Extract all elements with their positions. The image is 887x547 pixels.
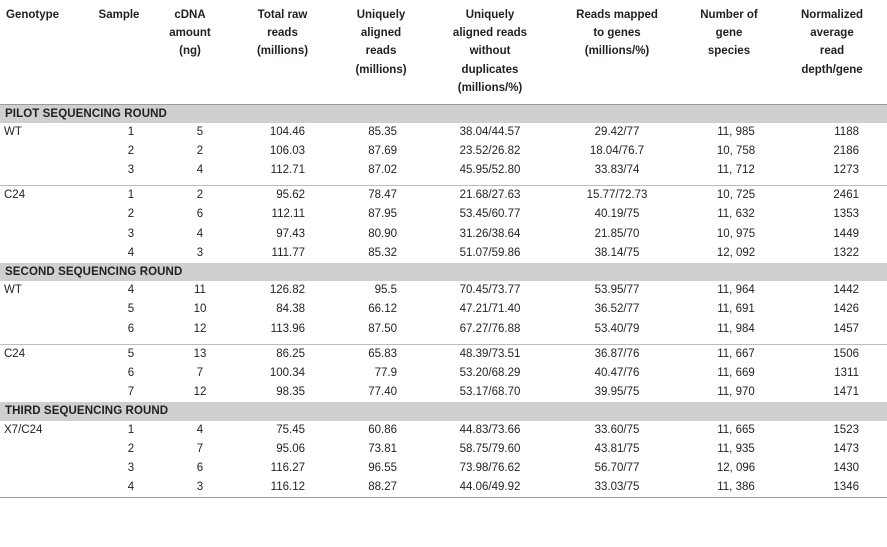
cell-sample: 2: [127, 145, 135, 158]
header-line: average: [810, 27, 854, 40]
cell-sample: 2: [127, 442, 135, 455]
cell-reads-mapped-to-genes: 36.87/76: [553, 344, 681, 364]
cell-genotype: C24: [0, 344, 88, 364]
cell-gene-species: 12, 092: [716, 246, 756, 259]
cell-reads-mapped-to-genes: 36.52/77: [594, 303, 640, 316]
cell-gene-species: 11, 984: [717, 322, 755, 335]
cell-normalized-read-depth: 2186: [833, 145, 859, 158]
header-line: (millions/%): [584, 45, 650, 58]
cell-sample: 5: [88, 344, 150, 364]
table-body: [0, 104, 887, 497]
cell-reads-mapped-to-genes: 15.77/72.73: [553, 186, 681, 206]
cell-sample: 7: [127, 385, 135, 398]
header-line: reads: [365, 45, 397, 58]
cell-uniquely-aligned-reads: 85.32: [368, 246, 397, 259]
cell-genotype: [0, 300, 88, 319]
cell-normalized-read-depth: 1523: [833, 423, 859, 436]
cell-total-raw-reads: 111.77: [271, 246, 305, 259]
table-row: [0, 344, 887, 364]
header-line: (millions): [256, 45, 309, 58]
cell-reads-mapped-to-genes: 33.83/74: [594, 164, 640, 177]
cell-aligned-without-duplicates: 58.75/79.60: [459, 442, 521, 455]
cell-total-raw-reads: 97.43: [276, 227, 305, 240]
section-title: THIRD SEQUENCING ROUND: [0, 402, 887, 421]
cell-aligned-without-duplicates: 53.20/68.29: [459, 366, 521, 379]
table-row: [0, 320, 887, 339]
cell-sample: 3: [127, 227, 135, 240]
cell-normalized-read-depth: 2461: [777, 186, 887, 206]
cell-uniquely-aligned-reads: 88.27: [335, 478, 427, 498]
header-line: Number of: [700, 9, 758, 21]
cell-normalized-read-depth: 1442: [833, 284, 859, 297]
cell-reads-mapped-to-genes: 39.95/75: [594, 385, 640, 398]
header-line: depth/gene: [801, 63, 863, 76]
cell-gene-species: 12, 096: [716, 461, 756, 474]
table-row: [0, 205, 887, 224]
cell-cdna-amount: 11: [194, 284, 206, 297]
cell-aligned-without-duplicates: 47.21/71.40: [459, 303, 521, 316]
header-line: Normalized: [801, 9, 863, 21]
cell-sample: 1: [127, 126, 135, 139]
cell-normalized-read-depth: 1273: [833, 164, 859, 177]
col-header-uniquely-aligned-reads: [335, 0, 427, 104]
cell-cdna-amount: 7: [196, 366, 204, 379]
cell-uniquely-aligned-reads: 87.95: [368, 208, 397, 221]
cell-total-raw-reads: 86.25: [230, 344, 335, 364]
cell-gene-species: 11, 691: [717, 303, 755, 316]
header-line: Reads mapped: [576, 9, 658, 21]
cell-reads-mapped-to-genes: 18.04/76.7: [589, 145, 645, 158]
cell-sample: 1: [127, 423, 135, 436]
cell-normalized-read-depth: 1353: [833, 208, 859, 221]
cell-gene-species: 10, 725: [681, 186, 777, 206]
cell-cdna-amount: 5: [196, 126, 204, 139]
cell-uniquely-aligned-reads: 87.50: [368, 322, 397, 335]
cell-genotype: [0, 440, 88, 459]
cell-aligned-without-duplicates: 67.27/76.88: [459, 322, 521, 335]
table-row: [0, 383, 887, 402]
cell-gene-species: 11, 667: [681, 344, 777, 364]
cell-gene-species: 11, 964: [717, 284, 755, 297]
cell-aligned-without-duplicates: 44.06/49.92: [427, 478, 553, 498]
cell-aligned-without-duplicates: 44.83/73.66: [459, 423, 521, 436]
cell-genotype: [0, 225, 88, 244]
cell-reads-mapped-to-genes: 21.85/70: [594, 227, 640, 240]
cell-genotype: WT: [4, 126, 22, 139]
cell-genotype: [0, 364, 88, 383]
header-line: duplicates: [461, 63, 519, 76]
table-row: [0, 161, 887, 180]
cell-normalized-read-depth: 1449: [833, 227, 859, 240]
section-header-row: [0, 104, 887, 123]
cell-aligned-without-duplicates: 51.07/59.86: [459, 246, 521, 259]
cell-normalized-read-depth: 1426: [833, 303, 859, 316]
table-row: [0, 440, 887, 459]
header-line: without: [469, 45, 511, 58]
header-line: reads: [267, 27, 298, 40]
col-header-reads-mapped-to-genes: [553, 0, 681, 104]
col-header-gene-species: [681, 0, 777, 104]
cell-gene-species: 10, 758: [716, 145, 756, 158]
cell-normalized-read-depth: 1311: [834, 366, 859, 379]
cell-total-raw-reads: 116.27: [270, 461, 305, 474]
cell-cdna-amount: 6: [196, 208, 204, 221]
cell-uniquely-aligned-reads: 78.47: [335, 186, 427, 206]
cell-genotype: [0, 459, 88, 478]
cell-total-raw-reads: 112.11: [271, 208, 305, 221]
cell-sample: 4: [127, 246, 135, 259]
cell-uniquely-aligned-reads: 85.35: [368, 126, 397, 139]
cell-cdna-amount: 2: [150, 186, 230, 206]
header-line: read: [819, 45, 845, 58]
table-row: [0, 478, 887, 498]
cell-uniquely-aligned-reads: 95.5: [374, 284, 397, 297]
header-line: aligned reads: [452, 27, 528, 40]
table-row: [0, 186, 887, 206]
cell-aligned-without-duplicates: 38.04/44.57: [459, 126, 521, 139]
cell-total-raw-reads: 116.12: [230, 478, 335, 498]
table-row: [0, 421, 887, 440]
header-line: to genes: [593, 27, 641, 40]
cell-cdna-amount: 7: [196, 442, 204, 455]
cell-reads-mapped-to-genes: 33.60/75: [594, 423, 640, 436]
cell-aligned-without-duplicates: 21.68/27.63: [427, 186, 553, 206]
cell-total-raw-reads: 84.38: [276, 303, 305, 316]
header-line: amount: [169, 27, 211, 40]
cell-reads-mapped-to-genes: 40.19/75: [594, 208, 640, 221]
cell-reads-mapped-to-genes: 33.03/75: [553, 478, 681, 498]
cell-reads-mapped-to-genes: 43.81/75: [594, 442, 640, 455]
cell-aligned-without-duplicates: 73.98/76.62: [459, 461, 521, 474]
cell-gene-species: 11, 935: [717, 442, 755, 455]
section-header-row: [0, 263, 887, 282]
cell-cdna-amount: 6: [196, 461, 204, 474]
cell-cdna-amount: 12: [193, 322, 207, 335]
cell-sample: 6: [127, 366, 135, 379]
cell-aligned-without-duplicates: 48.39/73.51: [427, 344, 553, 364]
cell-normalized-read-depth: 1430: [833, 461, 859, 474]
header-line: cDNA: [174, 9, 206, 21]
table-row: [0, 225, 887, 244]
cell-aligned-without-duplicates: 31.26/38.64: [459, 227, 521, 240]
cell-sample: 3: [127, 164, 135, 177]
cell-gene-species: 11, 985: [717, 126, 755, 139]
cell-normalized-read-depth: 1457: [833, 322, 859, 335]
header-line: Uniquely: [465, 9, 515, 21]
cell-genotype: [0, 161, 88, 180]
table-row: [0, 364, 887, 383]
cell-gene-species: 10, 975: [716, 227, 756, 240]
cell-gene-species: 11, 712: [717, 164, 755, 177]
cell-sample: 3: [127, 461, 135, 474]
cell-total-raw-reads: 75.45: [276, 423, 305, 436]
header-row: [0, 0, 887, 104]
cell-uniquely-aligned-reads: 87.02: [368, 164, 397, 177]
table-row: [0, 142, 887, 161]
cell-sample: 4: [88, 478, 150, 498]
cell-total-raw-reads: 113.96: [270, 322, 305, 335]
cell-normalized-read-depth: 1471: [833, 385, 859, 398]
cell-cdna-amount: 4: [196, 423, 204, 436]
cell-gene-species: 11, 970: [717, 385, 755, 398]
cell-normalized-read-depth: 1346: [777, 478, 887, 498]
header-line: gene: [715, 27, 743, 40]
col-header-total-raw-reads: [230, 0, 335, 104]
cell-total-raw-reads: 98.35: [276, 385, 305, 398]
cell-total-raw-reads: 95.06: [276, 442, 305, 455]
cell-reads-mapped-to-genes: 53.40/79: [594, 322, 640, 335]
cell-normalized-read-depth: 1188: [834, 126, 859, 139]
cell-normalized-read-depth: 1473: [833, 442, 859, 455]
cell-genotype: WT: [4, 284, 22, 297]
cell-uniquely-aligned-reads: 66.12: [368, 303, 397, 316]
cell-sample: 2: [127, 208, 135, 221]
cell-genotype: X7/C24: [4, 423, 43, 436]
col-header-genotype: [0, 0, 88, 104]
cell-uniquely-aligned-reads: 73.81: [368, 442, 397, 455]
cell-sample: 5: [127, 303, 135, 316]
cell-total-raw-reads: 106.03: [269, 145, 305, 158]
col-header-genotype-label: Genotype: [6, 9, 60, 21]
header-line: Total raw: [257, 9, 308, 21]
cell-aligned-without-duplicates: 53.45/60.77: [459, 208, 521, 221]
section-header-row: [0, 402, 887, 421]
cell-cdna-amount: 2: [196, 145, 204, 158]
col-header-normalized-read-depth: [777, 0, 887, 104]
cell-reads-mapped-to-genes: 40.47/76: [594, 366, 640, 379]
cell-total-raw-reads: 100.34: [269, 366, 305, 379]
cell-cdna-amount: 10: [193, 303, 207, 316]
cell-reads-mapped-to-genes: 53.95/77: [594, 284, 640, 297]
header-line: (millions): [355, 63, 407, 76]
section-title: PILOT SEQUENCING ROUND: [0, 104, 887, 123]
cell-cdna-amount: 3: [196, 246, 204, 259]
cell-cdna-amount: 12: [193, 385, 207, 398]
cell-uniquely-aligned-reads: 77.9: [374, 366, 397, 379]
cell-genotype: [0, 478, 88, 498]
section-title: SECOND SEQUENCING ROUND: [0, 263, 887, 282]
cell-normalized-read-depth: 1322: [833, 246, 859, 259]
cell-gene-species: 11, 669: [717, 366, 755, 379]
header-line: (ng): [179, 45, 201, 58]
cell-sample: 4: [127, 284, 135, 297]
cell-cdna-amount: 4: [196, 227, 204, 240]
cell-cdna-amount: 4: [196, 164, 204, 177]
header-line: species: [707, 45, 751, 58]
table-row: [0, 123, 887, 142]
cell-reads-mapped-to-genes: 29.42/77: [594, 126, 640, 139]
cell-uniquely-aligned-reads: 65.83: [335, 344, 427, 364]
table-row: [0, 300, 887, 319]
cell-gene-species: 11, 665: [717, 423, 755, 436]
cell-normalized-read-depth: 1506: [777, 344, 887, 364]
header-line: aligned: [360, 27, 402, 40]
cell-gene-species: 11, 386: [681, 478, 777, 498]
header-line: (millions/%): [457, 81, 523, 94]
cell-uniquely-aligned-reads: 80.90: [368, 227, 397, 240]
col-header-aligned-without-duplicates: [427, 0, 553, 104]
cell-uniquely-aligned-reads: 77.40: [368, 385, 397, 398]
cell-aligned-without-duplicates: 23.52/26.82: [459, 145, 521, 158]
cell-genotype: C24: [0, 186, 88, 206]
cell-total-raw-reads: 95.62: [230, 186, 335, 206]
cell-cdna-amount: 13: [150, 344, 230, 364]
cell-gene-species: 11, 632: [717, 208, 755, 221]
cell-genotype: [0, 383, 88, 402]
cell-total-raw-reads: 104.46: [269, 126, 305, 139]
table-header: [0, 0, 887, 104]
cell-uniquely-aligned-reads: 60.86: [368, 423, 397, 436]
cell-sample: 1: [88, 186, 150, 206]
cell-total-raw-reads: 126.82: [269, 284, 305, 297]
table-row: [0, 244, 887, 263]
table-row: [0, 281, 887, 300]
cell-genotype: [0, 205, 88, 224]
cell-reads-mapped-to-genes: 56.70/77: [594, 461, 640, 474]
cell-aligned-without-duplicates: 70.45/73.77: [459, 284, 521, 297]
cell-reads-mapped-to-genes: 38.14/75: [594, 246, 640, 259]
cell-aligned-without-duplicates: 45.95/52.80: [459, 164, 521, 177]
col-header-sample: [88, 0, 150, 104]
cell-aligned-without-duplicates: 53.17/68.70: [459, 385, 521, 398]
cell-uniquely-aligned-reads: 87.69: [368, 145, 397, 158]
cell-uniquely-aligned-reads: 96.55: [368, 461, 397, 474]
cell-genotype: [0, 320, 88, 339]
cell-genotype: [0, 244, 88, 263]
col-header-sample-label: Sample: [98, 9, 140, 21]
cell-cdna-amount: 3: [150, 478, 230, 498]
cell-sample: 6: [127, 322, 135, 335]
cell-total-raw-reads: 112.71: [270, 164, 305, 177]
cell-genotype: [0, 142, 88, 161]
header-line: Uniquely: [356, 9, 406, 21]
table-row: [0, 459, 887, 478]
col-header-cdna-amount: [150, 0, 230, 104]
